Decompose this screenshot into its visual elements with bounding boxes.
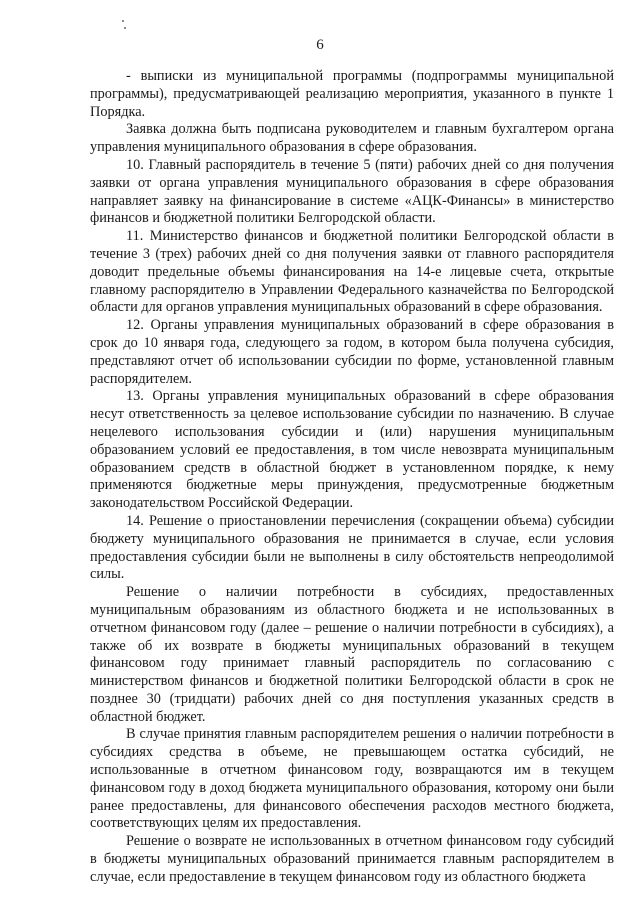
paragraph-clause-12: 12. Органы управления муниципальных образований в сфере образования в срок до 10 января года, следующего за годом, в котором была получена субсидия, представляют отчет об использовании субсидии по форме, установленной главным распорядителем. (90, 317, 614, 387)
paragraph-extract-item: - выписки из муниципальной программы (подпрограммы муниципальной программы), предусматривающей реализацию мероприятия, указанного в пункте 1 Порядка. (90, 68, 614, 120)
paragraph-clause-14: 14. Решение о приостановлении перечисления (сокращении объема) субсидии бюджету муниципального образования не принимается в случае, если условия предоставления субсидии были не выполнены в силу обстоятельств непреодолимой силы. (90, 512, 614, 583)
paragraph-need-return: В случае принятия главным распорядителем решения о наличии потребности в субсидиях средства в объеме, не превышающем остатка субсидий, не использованные в отчетном финансовом году, возвращаются им в текущем финансовом году в доход бюджета муниципального образования, которому они были ранее предоставлены, для финансового обеспечения расходов местного бюджета, соответствующих целям их предоставления. (90, 726, 614, 832)
page-number: 6 (316, 37, 324, 53)
paragraph-signature-requirement: Заявка должна быть подписана руководителем и главным бухгалтером органа управления муниципального образования в сфере образования. (90, 121, 614, 156)
paragraph-clause-11: 11. Министерство финансов и бюджетной политики Белгородской области в течение 3 (трех) рабочих дней со дня получения заявки от главного распорядителя доводит предельные объемы финансирования на 14-е лицевые счета, открытые главному распорядителю в Управлении Федерального казначейства по Белгородской области для органов управления муниципальных образований в сфере образования. (90, 228, 614, 316)
scan-speck (122, 20, 124, 22)
document-body (90, 68, 614, 887)
paragraph-need-decision: Решение о наличии потребности в субсидиях, предоставленных муниципальным образованиям из областного бюджета и не использованных в отчетном финансовом году (далее – решение о наличии потребности в субсидиях), а также об их возврате в бюджеты муниципальных образований в текущем финансовом году принимает главный распорядитель по согласованию с министерством финансов и бюджетной политики Белгородской области в срок не позднее 30 (тридцати) рабочих дней со дня поступления указанных средств в областной бюджет. (90, 584, 614, 725)
paragraph-clause-10: 10. Главный распорядитель в течение 5 (пяти) рабочих дней со дня получения заявки от органа управления муниципального образования в сфере образования направляет заявку на финансирование в системе «АЦК-Финансы» в министерство финансов и бюджетной политики Белгородской области. (90, 156, 614, 227)
paragraph-return-decision: Решение о возврате не использованных в отчетном финансовом году субсидий в бюджеты муниципальных образований принимается главным распорядителем в случае, если предоставление в текущем финансовом году из областного бюджета (90, 833, 614, 885)
scan-speck (124, 27, 126, 29)
paragraph-clause-13: 13. Органы управления муниципальных образований в сфере образования несут ответственность за целевое использование субсидии по назначению. В случае нецелевого использования субсидии и (или) нарушения муниципальным образованием условий ее предоставления, в том числе невозврата муниципальным образованием средств в областной бюджет в установленном порядке, к нему применяются бюджетные меры принуждения, предусмотренные бюджетным законодательством Российской Федерации. (90, 388, 614, 512)
